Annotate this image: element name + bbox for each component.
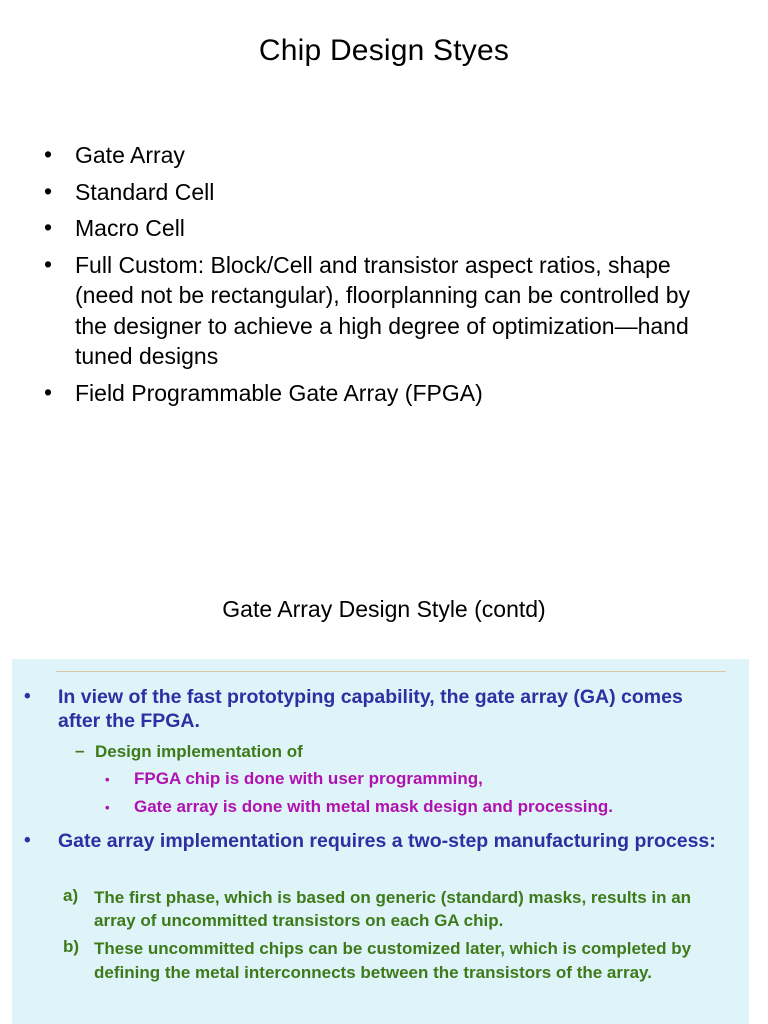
bullet-text-fast-prototyping: In view of the fast prototyping capability, the gate array (GA) comes after the FPGA. (58, 686, 683, 732)
list-item (44, 378, 724, 409)
bullet-text-two-step: Gate array implementation requires a two-step manufacturing process: (58, 830, 716, 852)
bullet-text: Full Custom: Block/Cell and transistor aspect ratios, shape (need not be rectangular), floorplanning can be controlled by the designer to achieve a high degree of optimization—hand tuned designs (75, 251, 691, 369)
list-item (44, 140, 724, 171)
subsub-item-gate-array: Gate array is done with metal mask design and processing. (134, 797, 613, 816)
list-item (44, 213, 724, 244)
bullet-icon: • (44, 378, 53, 405)
bullet-icon: • (44, 177, 53, 204)
bullet-text: Field Programmable Gate Array (FPGA) (75, 379, 483, 406)
item-label-a: a) (63, 886, 79, 905)
item-text-b: These uncommitted chips can be customized later, which is completed by defining the metal interconnects between the transistors of the array. (94, 939, 692, 982)
bullet-text: Standard Cell (75, 178, 215, 205)
bullet-icon: • (44, 141, 53, 167)
list-item (44, 250, 724, 372)
bullet-text: Gate Array (75, 142, 185, 168)
bullet-icon: • (24, 830, 31, 851)
bullet-icon: • (44, 250, 53, 277)
dash-icon: – (75, 741, 85, 760)
bullet-icon: • (24, 686, 31, 707)
divider (56, 671, 726, 672)
bullet-icon: • (105, 800, 110, 815)
bullet-list (44, 140, 724, 414)
bullet-icon: • (105, 772, 110, 787)
bullet-icon: • (44, 214, 53, 240)
subsub-item-fpga: FPGA chip is done with user programming, (134, 769, 483, 788)
bullet-text: Macro Cell (75, 215, 185, 241)
content-panel (12, 659, 749, 1024)
section-title: Gate Array Design Style (contd) (222, 596, 546, 622)
list-item (44, 177, 724, 208)
item-label-b: b) (63, 937, 80, 956)
sub-heading: Design implementation of (95, 742, 303, 761)
page-title: Chip Design Styes (258, 34, 510, 67)
item-text-a: The first phase, which is based on generic (standard) masks, results in an array of uncommitted transistors on each GA chip. (94, 888, 692, 930)
